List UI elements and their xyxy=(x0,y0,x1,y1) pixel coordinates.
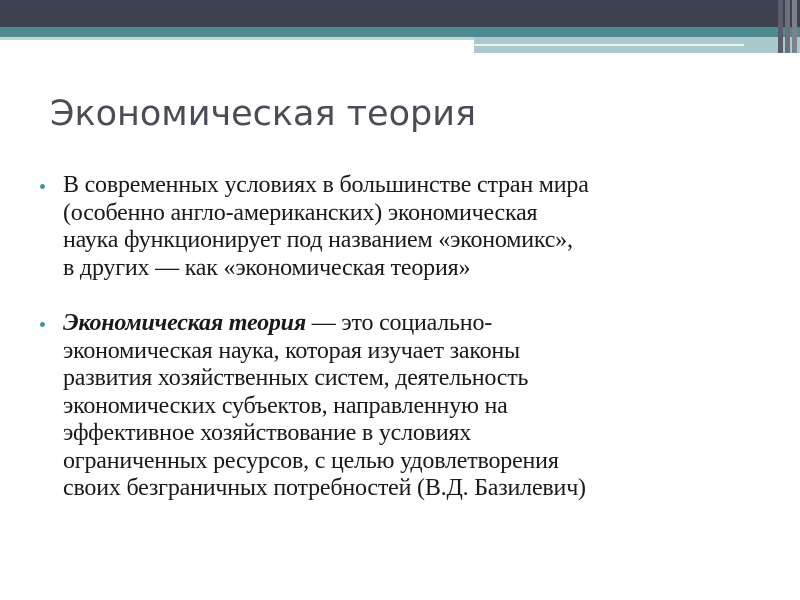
definition-lead: — это социально- xyxy=(306,310,493,336)
bullet-line: своих безграничных потребностей (В.Д. Базилевич) xyxy=(63,475,586,501)
header-bar xyxy=(0,0,800,27)
header-stripe-highlight xyxy=(474,44,744,46)
bullet-line xyxy=(63,310,778,338)
bullet-line: развития хозяйственных систем, деятельность xyxy=(63,365,529,391)
corner-decoration xyxy=(785,0,790,53)
bullet-line: ограниченных ресурсов, с целью удовлетворения xyxy=(63,447,559,474)
defined-term: Экономическая теория xyxy=(63,310,306,336)
header-accent-band xyxy=(0,27,800,37)
bullet-icon xyxy=(40,322,45,327)
bullet-line: в других — как «экономическая теория» xyxy=(63,254,471,281)
corner-decoration xyxy=(778,0,783,53)
header-stripe xyxy=(0,37,474,40)
bullet-item xyxy=(38,172,778,282)
bullet-line: экономическая наука, которая изучает законы xyxy=(63,337,520,364)
bullet-line: эффективное хозяйствование в условиях xyxy=(63,420,472,446)
bullet-line: В современных условиях в большинстве стран мира xyxy=(63,172,589,198)
slide-body xyxy=(38,172,778,503)
bullet-line: (особенно англо-американских) экономическая xyxy=(63,199,538,226)
bullet-icon xyxy=(40,184,45,189)
bullet-line: экономических субъектов, направленную на xyxy=(63,392,508,419)
bullet-item xyxy=(38,310,778,503)
corner-decoration xyxy=(792,0,797,53)
bullet-line: наука функционирует под названием «экономикс», xyxy=(63,227,573,253)
slide-title: Экономическая теория xyxy=(50,94,477,134)
